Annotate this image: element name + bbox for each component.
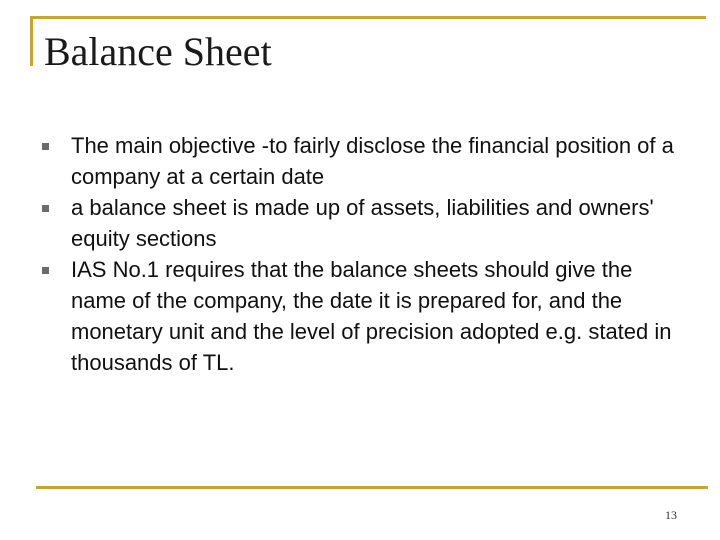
left-rule — [30, 16, 33, 66]
bullet-item — [42, 130, 682, 192]
bullet-text: a balance sheet is made up of assets, liabilities and owners' equity sections — [71, 195, 654, 251]
top-rule — [30, 16, 706, 19]
slide-title: Balance Sheet — [44, 29, 272, 74]
page-number: 13 — [665, 508, 677, 522]
bullet-list — [42, 130, 682, 378]
square-bullet-icon — [42, 267, 49, 274]
bullet-item — [42, 192, 682, 254]
bullet-text: IAS No.1 requires that the balance sheets should give the name of the company, the date it is prepared for, and the monetary unit and the level of precision adopted e.g. stated in thousands of TL. — [71, 257, 672, 375]
square-bullet-icon — [42, 205, 49, 212]
square-bullet-icon — [42, 143, 49, 150]
bullet-text: The main objective -to fairly disclose the financial position of a company at a certain date — [71, 133, 674, 189]
bullet-item — [42, 254, 682, 378]
bottom-rule — [36, 486, 708, 489]
